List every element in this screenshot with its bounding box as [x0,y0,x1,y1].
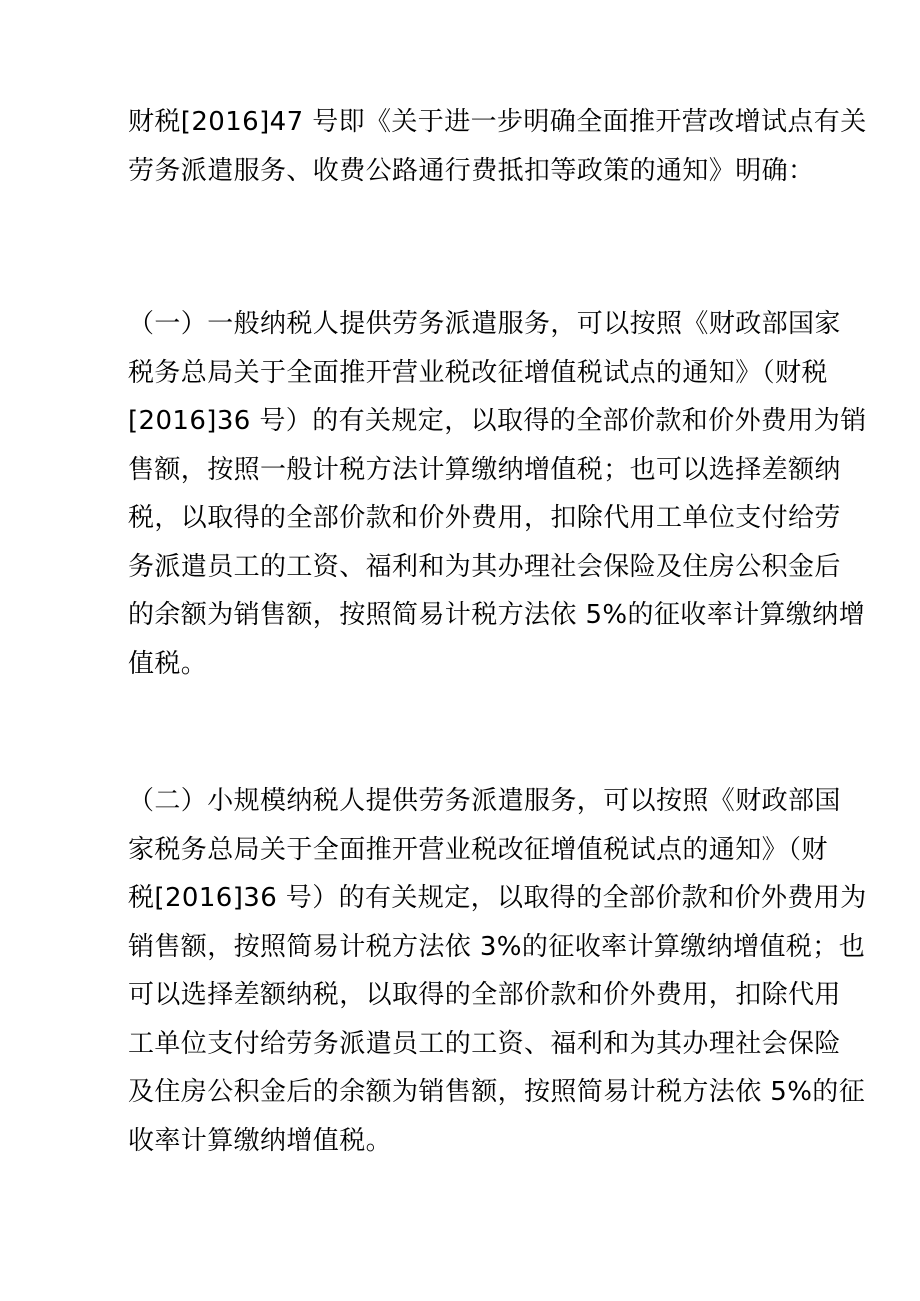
item-one-paragraph [128,300,867,688]
text-line: 劳务派遣服务、收费公路通行费抵扣等政策的通知》明确： [128,155,815,186]
intro-paragraph [128,98,867,195]
text-line: 务派遣员工的工资、福利和为其办理社会保险及住房公积金后 [128,551,841,582]
text-line: 可以选择差额纳税，以取得的全部价款和价外费用，扣除代用 [128,980,841,1010]
text-line: 的余额为销售额，按照简易计税方法依 5%的征收率计算缴纳增 [128,600,866,630]
text-line: 税务总局关于全面推开营业税改征增值税试点的通知》（财税 [128,357,828,388]
text-line: （一）一般纳税人提供劳务派遣服务，可以按照《财政部国家 [128,309,841,339]
text-line: 家税务总局关于全面推开营业税改征增值税试点的通知》（财 [128,834,828,865]
text-line: 值税。 [128,648,208,679]
text-line: 工单位支付给劳务派遣员工的工资、福利和为其办理社会保险 [128,1028,841,1059]
text-line: 财税[2016]47 号即《关于进一步明确全面推开营改增试点有关 [128,107,867,137]
item-two-paragraph [128,777,867,1165]
text-line: 税[2016]36 号）的有关规定，以取得的全部价款和价外费用为 [128,883,867,913]
text-line: [2016]36 号）的有关规定，以取得的全部价款和价外费用为销 [128,406,867,436]
text-line: 及住房公积金后的余额为销售额，按照简易计税方法依 5%的征 [128,1077,866,1107]
text-line: 收率计算缴纳增值税。 [128,1125,393,1156]
text-line: 售额，按照一般计税方法计算缴纳增值税；也可以选择差额纳 [128,454,841,485]
text-line: 销售额，按照简易计税方法依 3%的征收率计算缴纳增值税；也 [128,931,866,962]
text-line: （二）小规模纳税人提供劳务派遣服务，可以按照《财政部国 [128,786,841,816]
text-line: 税，以取得的全部价款和价外费用，扣除代用工单位支付给劳 [128,503,841,533]
